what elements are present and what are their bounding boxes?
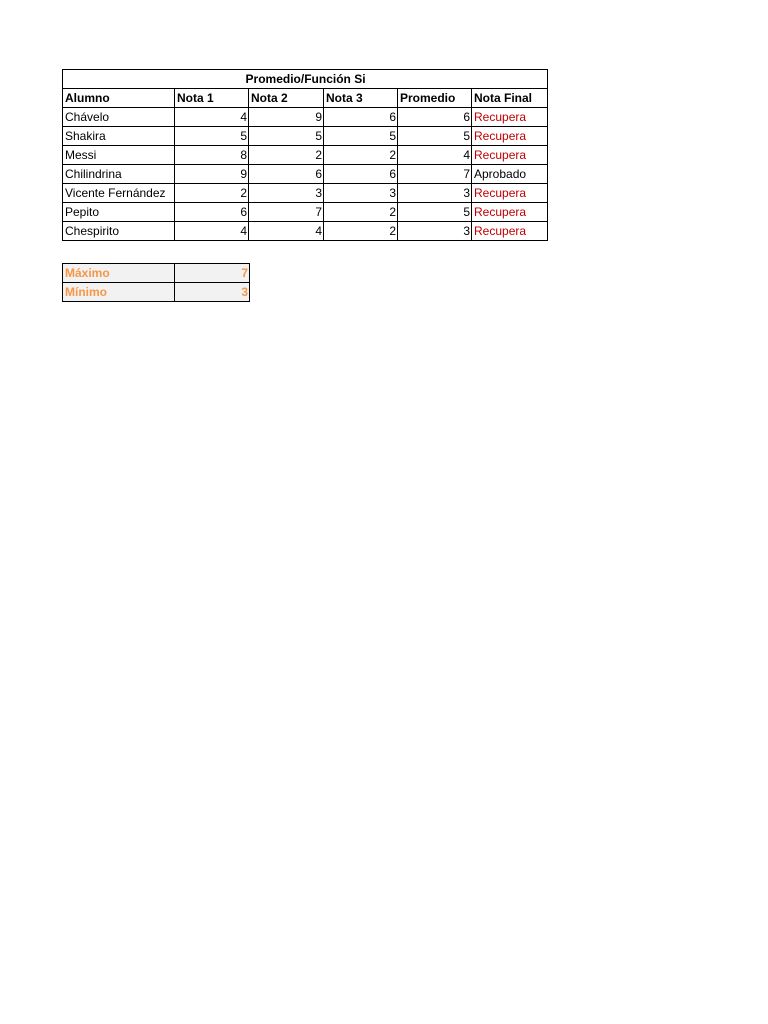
cell-nota-final[interactable]: Recupera [472, 222, 548, 241]
header-nota-final[interactable]: Nota Final [472, 89, 548, 108]
cell-nota-final[interactable]: Aprobado [472, 165, 548, 184]
cell-nota-3[interactable]: 2 [324, 203, 398, 222]
cell-nota-2[interactable]: 9 [249, 108, 324, 127]
cell-nota-3[interactable]: 2 [324, 222, 398, 241]
table-title[interactable]: Promedio/Función Si [63, 70, 548, 89]
cell-promedio[interactable]: 7 [398, 165, 472, 184]
cell-nota-2[interactable]: 5 [249, 127, 324, 146]
cell-nota-2[interactable]: 2 [249, 146, 324, 165]
cell-alumno[interactable]: Chilindrina [63, 165, 175, 184]
grades-table [62, 69, 548, 241]
header-nota-1[interactable]: Nota 1 [175, 89, 249, 108]
cell-promedio[interactable]: 4 [398, 146, 472, 165]
min-label[interactable]: Mínimo [63, 283, 175, 302]
cell-nota-2[interactable]: 6 [249, 165, 324, 184]
cell-nota-2[interactable]: 4 [249, 222, 324, 241]
cell-alumno[interactable]: Pepito [63, 203, 175, 222]
cell-nota-1[interactable]: 4 [175, 222, 249, 241]
max-value[interactable]: 7 [175, 264, 250, 283]
table-row [63, 165, 548, 184]
cell-promedio[interactable]: 3 [398, 222, 472, 241]
cell-nota-1[interactable]: 4 [175, 108, 249, 127]
table-row [63, 222, 548, 241]
cell-nota-1[interactable]: 8 [175, 146, 249, 165]
cell-alumno[interactable]: Chávelo [63, 108, 175, 127]
cell-alumno[interactable]: Vicente Fernández [63, 184, 175, 203]
min-value[interactable]: 3 [175, 283, 250, 302]
cell-nota-3[interactable]: 6 [324, 108, 398, 127]
cell-promedio[interactable]: 5 [398, 203, 472, 222]
cell-alumno[interactable]: Messi [63, 146, 175, 165]
cell-nota-2[interactable]: 3 [249, 184, 324, 203]
max-label[interactable]: Máximo [63, 264, 175, 283]
summary-row-max [63, 264, 250, 283]
cell-nota-3[interactable]: 5 [324, 127, 398, 146]
table-row [63, 127, 548, 146]
table-row [63, 184, 548, 203]
cell-promedio[interactable]: 3 [398, 184, 472, 203]
cell-nota-1[interactable]: 9 [175, 165, 249, 184]
cell-nota-3[interactable]: 3 [324, 184, 398, 203]
cell-nota-2[interactable]: 7 [249, 203, 324, 222]
cell-nota-final[interactable]: Recupera [472, 127, 548, 146]
cell-promedio[interactable]: 5 [398, 127, 472, 146]
cell-nota-1[interactable]: 2 [175, 184, 249, 203]
cell-nota-1[interactable]: 5 [175, 127, 249, 146]
cell-nota-3[interactable]: 2 [324, 146, 398, 165]
header-row [63, 89, 548, 108]
header-alumno[interactable]: Alumno [63, 89, 175, 108]
cell-nota-3[interactable]: 6 [324, 165, 398, 184]
cell-alumno[interactable]: Chespirito [63, 222, 175, 241]
summary-table [62, 263, 250, 302]
header-nota-3[interactable]: Nota 3 [324, 89, 398, 108]
summary-row-min [63, 283, 250, 302]
table-row [63, 108, 548, 127]
cell-nota-1[interactable]: 6 [175, 203, 249, 222]
table-row [63, 146, 548, 165]
cell-alumno[interactable]: Shakira [63, 127, 175, 146]
cell-nota-final[interactable]: Recupera [472, 108, 548, 127]
title-row [63, 70, 548, 89]
header-nota-2[interactable]: Nota 2 [249, 89, 324, 108]
cell-promedio[interactable]: 6 [398, 108, 472, 127]
cell-nota-final[interactable]: Recupera [472, 184, 548, 203]
table-row [63, 203, 548, 222]
header-promedio[interactable]: Promedio [398, 89, 472, 108]
cell-nota-final[interactable]: Recupera [472, 203, 548, 222]
cell-nota-final[interactable]: Recupera [472, 146, 548, 165]
